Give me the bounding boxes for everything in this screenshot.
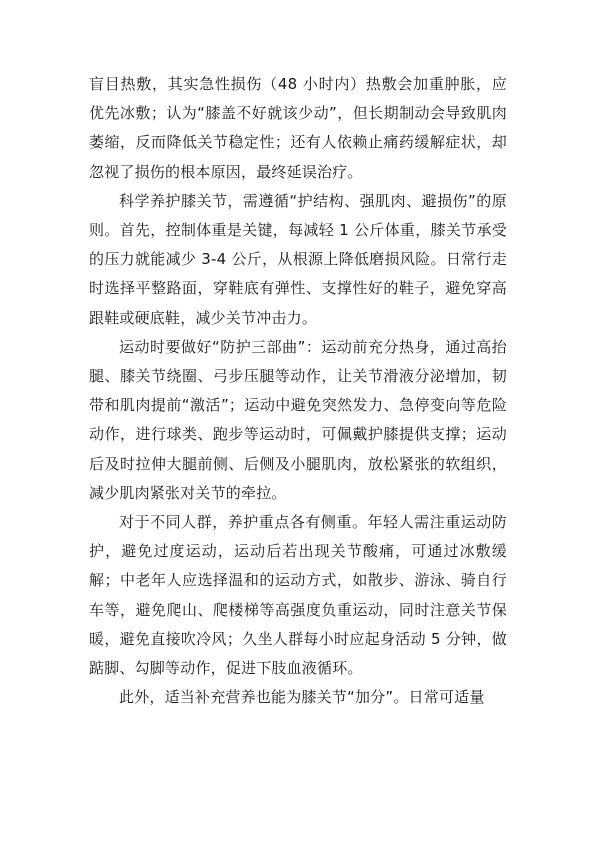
paragraph-1: 盲目热敷，其实急性损伤（48 小时内）热敷会加重肿胀，应优先冰敷；认为“膝盖不好就该少动”，但长期制动会导致肌肉萎缩，反而降低关节稳定性；还有人依赖止痛药缓解症状，却忽视了损伤的根本原因，最终延误治疗。 xyxy=(89,75,507,181)
paragraph-3: 运动时要做好“防护三部曲”：运动前充分热身，通过高抬腿、膝关节绕圈、弓步压腿等动作，让关节滑液分泌增加，韧带和肌肉提前“激活”；运动中避免突然发力、急停变向等危险动作，进行球类、跑步等运动时，可佩戴护膝提供支撑；运动后及时拉伸大腿前侧、后侧及小腿肌肉，放松紧张的软组织，减少肌肉紧张对关节的牵拉。 xyxy=(89,337,507,502)
body-text xyxy=(89,70,507,712)
paragraph-4: 对于不同人群，养护重点各有侧重。年轻人需注重运动防护，避免过度运动，运动后若出现关节酸痛，可通过冰敷缓解；中老年人应选择温和的运动方式，如散步、游泳、骑自行车等，避免爬山、爬楼梯等高强度负重运动，同时注意关节保暖，避免直接吹冷风；久坐人群每小时应起身活动 5 分钟，做踮脚、勾脚等动作，促进下肢血液循环。 xyxy=(89,513,507,678)
paragraph-2: 科学养护膝关节，需遵循“护结构、强肌肉、避损伤”的原则。首先，控制体重是关键，每减轻 1 公斤体重，膝关节承受的压力就能减少 3-4 公斤，从根源上降低磨损风险。日常行走时选择平整路面，穿鞋底有弹性、支撑性好的鞋子，避免穿高跟鞋或硬底鞋，减少关节冲击力。 xyxy=(89,191,507,327)
paragraph-5: 此外，适当补充营养也能为膝关节“加分”。日常可适量 xyxy=(119,688,485,707)
